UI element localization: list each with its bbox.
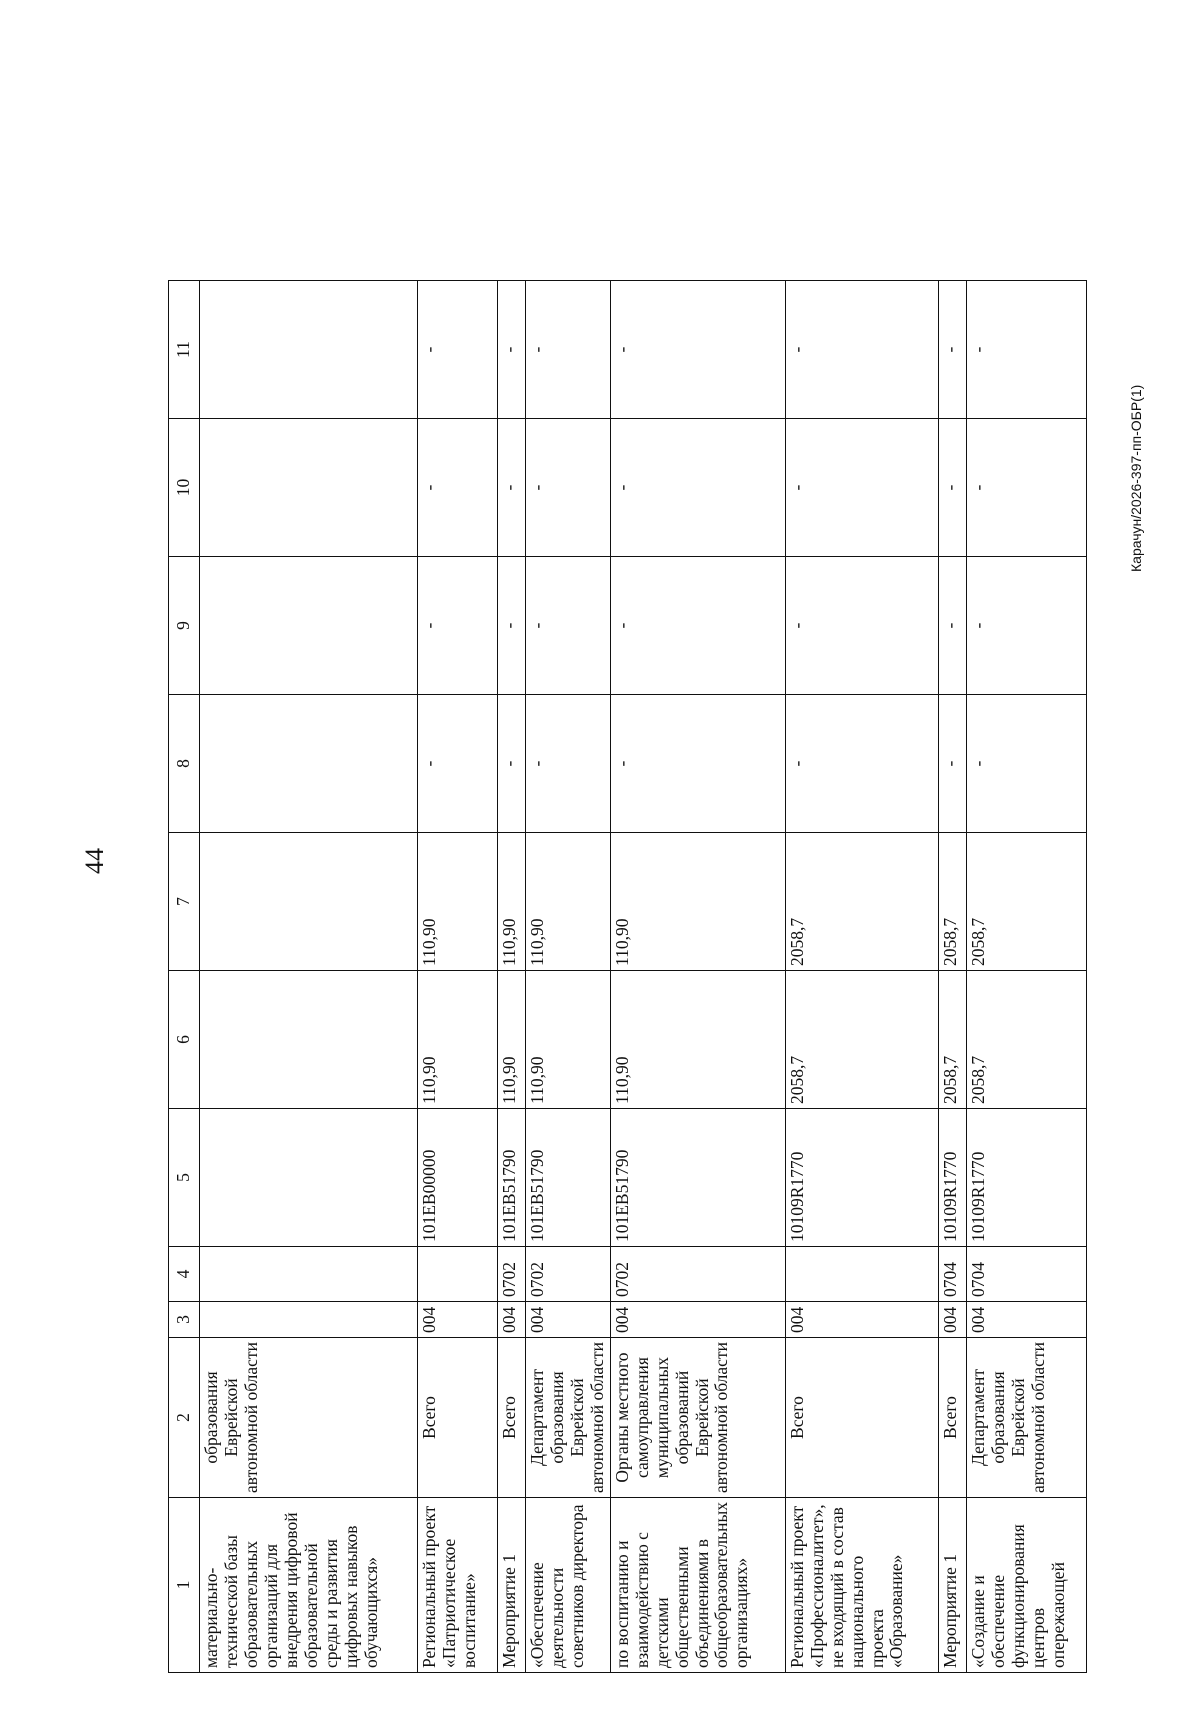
cell-col-5: 10109R1770 [785, 1109, 938, 1247]
cell-col-2: Департамент образования Еврейской автономной области [526, 1338, 611, 1498]
cell-col-11: - [938, 281, 966, 419]
cell-col-1: по воспитанию и взаимодействию с детскими общественными объединениями в общеобразовательных организациях» [610, 1498, 785, 1673]
cell-col-8: - [938, 695, 966, 833]
cell-col-1: Мероприятие 1 [498, 1498, 526, 1673]
column-header-2: 2 [169, 1338, 200, 1498]
column-header-8: 8 [169, 695, 200, 833]
cell-col-5: 101EB00000 [418, 1109, 498, 1247]
column-header-1: 1 [169, 1498, 200, 1673]
cell-col-3: 004 [785, 1302, 938, 1338]
cell-col-5: 101EB51790 [498, 1109, 526, 1247]
cell-col-9: - [610, 557, 785, 695]
cell-col-6: 2058,7 [966, 971, 1086, 1109]
cell-col-8 [200, 695, 418, 833]
cell-col-8: - [526, 695, 611, 833]
cell-col-8: - [610, 695, 785, 833]
table-row [498, 281, 526, 1673]
cell-col-6 [200, 971, 418, 1109]
cell-col-9: - [966, 557, 1086, 695]
cell-col-8: - [498, 695, 526, 833]
cell-col-7: 110,90 [418, 833, 498, 971]
column-header-11: 11 [169, 281, 200, 419]
cell-col-4 [785, 1247, 938, 1302]
table-row [938, 281, 966, 1673]
header-row [169, 281, 200, 1673]
cell-col-9: - [785, 557, 938, 695]
cell-col-1: «Создание и обеспечение функционирования центров опережающей [966, 1498, 1086, 1673]
table-row [610, 281, 785, 1673]
cell-col-9: - [418, 557, 498, 695]
table-row [785, 281, 938, 1673]
cell-col-7: 110,90 [610, 833, 785, 971]
cell-col-9: - [498, 557, 526, 695]
page-number: 44 [80, 848, 109, 874]
cell-col-3: 004 [966, 1302, 1086, 1338]
cell-col-8: - [785, 695, 938, 833]
cell-col-9 [200, 557, 418, 695]
cell-col-11: - [498, 281, 526, 419]
cell-col-4 [418, 1247, 498, 1302]
cell-col-2: Департамент образования Еврейской автономной области [966, 1338, 1086, 1498]
column-header-7: 7 [169, 833, 200, 971]
cell-col-4: 0704 [966, 1247, 1086, 1302]
cell-col-10: - [610, 419, 785, 557]
cell-col-2: образования Еврейской автономной области [200, 1338, 418, 1498]
cell-col-1: «Обеспечение деятельности советников директора [526, 1498, 611, 1673]
column-header-6: 6 [169, 971, 200, 1109]
cell-col-6: 110,90 [526, 971, 611, 1109]
table-row [526, 281, 611, 1673]
cell-col-6: 110,90 [498, 971, 526, 1109]
cell-col-3: 004 [610, 1302, 785, 1338]
cell-col-2: Всего [418, 1338, 498, 1498]
table-row [418, 281, 498, 1673]
cell-col-2: Всего [498, 1338, 526, 1498]
cell-col-4: 0704 [938, 1247, 966, 1302]
cell-col-3: 004 [938, 1302, 966, 1338]
cell-col-2: Всего [938, 1338, 966, 1498]
cell-col-10: - [418, 419, 498, 557]
table-row [966, 281, 1086, 1673]
cell-col-8: - [966, 695, 1086, 833]
cell-col-2: Органы местного самоуправления муниципальных образований Еврейской автономной области [610, 1338, 785, 1498]
cell-col-11: - [610, 281, 785, 419]
cell-col-6: 2058,7 [938, 971, 966, 1109]
cell-col-10: - [498, 419, 526, 557]
cell-col-5 [200, 1109, 418, 1247]
cell-col-10 [200, 419, 418, 557]
cell-col-4: 0702 [610, 1247, 785, 1302]
cell-col-2: Всего [785, 1338, 938, 1498]
cell-col-11: - [418, 281, 498, 419]
cell-col-7: 2058,7 [966, 833, 1086, 971]
cell-col-4: 0702 [498, 1247, 526, 1302]
cell-col-11 [200, 281, 418, 419]
cell-col-4 [200, 1247, 418, 1302]
cell-col-7 [200, 833, 418, 971]
column-header-4: 4 [169, 1247, 200, 1302]
cell-col-8: - [418, 695, 498, 833]
column-header-9: 9 [169, 557, 200, 695]
cell-col-3: 004 [418, 1302, 498, 1338]
column-header-5: 5 [169, 1109, 200, 1247]
cell-col-5: 10109R1770 [966, 1109, 1086, 1247]
cell-col-11: - [966, 281, 1086, 419]
cell-col-3: 004 [498, 1302, 526, 1338]
cell-col-6: 2058,7 [785, 971, 938, 1109]
cell-col-10: - [938, 419, 966, 557]
cell-col-4: 0702 [526, 1247, 611, 1302]
table-row [200, 281, 418, 1673]
cell-col-3 [200, 1302, 418, 1338]
cell-col-7: 2058,7 [785, 833, 938, 971]
cell-col-10: - [966, 419, 1086, 557]
cell-col-6: 110,90 [418, 971, 498, 1109]
cell-col-5: 10109R1770 [938, 1109, 966, 1247]
cell-col-9: - [526, 557, 611, 695]
cell-col-3: 004 [526, 1302, 611, 1338]
cell-col-1: Региональный проект «Патриотическое воспитание» [418, 1498, 498, 1673]
cell-col-9: - [938, 557, 966, 695]
cell-col-1: Региональный проект «Профессионалитет», не входящий в состав национального проекта «Образование» [785, 1498, 938, 1673]
column-header-10: 10 [169, 419, 200, 557]
cell-col-5: 101EB51790 [610, 1109, 785, 1247]
cell-col-10: - [526, 419, 611, 557]
cell-col-11: - [526, 281, 611, 419]
cell-col-1: материально-технической базы образовательных организаций для внедрения цифровой образовательной среды и развития цифровых навыков обучающихся» [200, 1498, 418, 1673]
column-header-3: 3 [169, 1302, 200, 1338]
cell-col-6: 110,90 [610, 971, 785, 1109]
cell-col-7: 2058,7 [938, 833, 966, 971]
cell-col-11: - [785, 281, 938, 419]
footer-code: Карачун/2026-397-пп-ОБР(1) [1128, 384, 1144, 572]
cell-col-1: Мероприятие 1 [938, 1498, 966, 1673]
cell-col-7: 110,90 [498, 833, 526, 971]
cell-col-7: 110,90 [526, 833, 611, 971]
table-body [200, 281, 1087, 1673]
cell-col-10: - [785, 419, 938, 557]
cell-col-5: 101EB51790 [526, 1109, 611, 1247]
budget-table [168, 280, 1087, 1673]
